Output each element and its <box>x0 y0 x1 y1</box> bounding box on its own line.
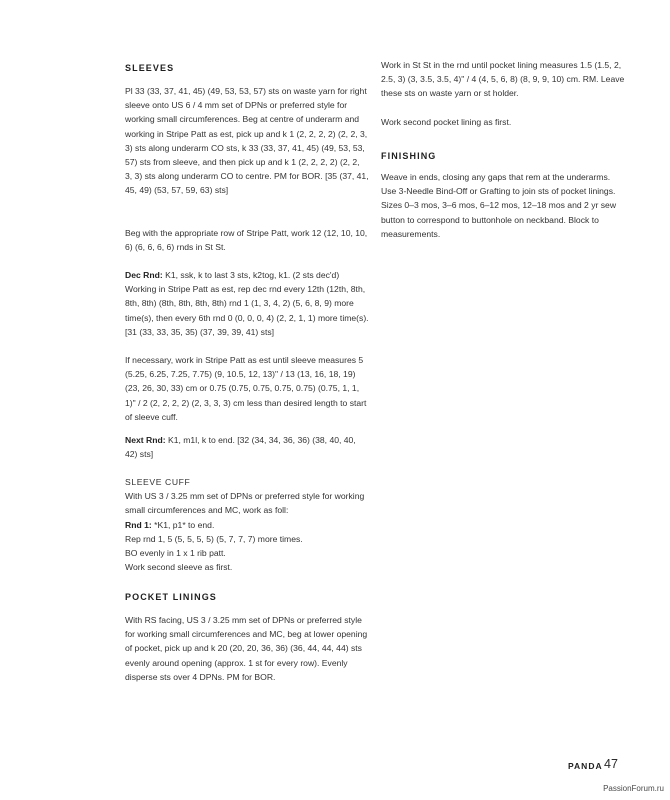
sleeve-cuff-line-4: BO evenly in 1 x 1 rib patt. <box>125 548 226 559</box>
next-round-label: Next Rnd: <box>125 435 166 445</box>
sleeves-paragraph-2: Beg with the appropriate row of Stripe Patt, work 12 (12, 10, 10, 6) (6, 6, 6, 6) rnds in St St. <box>125 228 368 253</box>
sleeve-cuff-line-5: Work second sleeve as first. <box>125 562 233 573</box>
pocket-linings-heading: POCKET LININGS <box>125 592 217 602</box>
sleeves-paragraph-4: If necessary, work in Stripe Patt as est until sleeve measures 5 (5.25, 6.25, 7.25, 7.75) (9, 10.5, 12, 13)" / 13 (13, 16, 18, 19) (23, 26, 30, 33) cm or 0.75 (0.75, 0.75, 0.75, 0.75) (0.75, 1, 1, 1)" / 2 (2, 2, 2, 2) (2, 3, 3, 3) cm less than desired length to start of sleeve cuff. <box>125 355 367 422</box>
pocket-lining-continued-paragraph: Work in St St in the rnd until pocket lining measures 1.5 (1.5, 2, 2.5, 3) (3, 3.5, 3.5, 4)" / 4 (4, 5, 6, 8) (8, 9, 9, 10) cm. RM. Leave these sts on waste yarn or st holder. <box>381 60 625 99</box>
next-round-paragraph <box>125 433 369 461</box>
rnd1-label: Rnd 1: <box>125 519 152 530</box>
next-round-text: K1, m1l, k to end. [32 (34, 34, 36, 36) (38, 40, 40, 42) sts] <box>125 435 356 460</box>
dec-round-label: Dec Rnd: <box>125 270 163 280</box>
dec-round-text: K1, ssk, k to last 3 sts, k2tog, k1. (2 sts dec'd) Working in Stripe Patt as est, rep dec rnd every 12th (12th, 8th, 8th, 8th) (8th, 8th, 8th, 8th) rnd 1 (1, 3, 4, 2) (5, 6, 8, 9) more time(s), then every 6th rnd 0 (0, 0, 0, 4) (2, 2, 1, 1) more time(s). [31 (33, 33, 35, 35) (37, 39, 39, 41) sts] <box>125 270 369 337</box>
finishing-paragraph: Weave in ends, closing any gaps that rem at the underarms. Use 3-Needle Bind-Off or Grafting to join sts of pocket linings. Sizes 0–3 mos, 3–6 mos, 6–12 mos, 12–18 mos and 2 yr sew button to correspond to buttonhole on neckband. Block to measurements. <box>381 172 617 239</box>
finishing-heading: FINISHING <box>381 151 437 161</box>
rnd1-text: *K1, p1* to end. <box>154 519 215 530</box>
footer-brand: PANDA <box>568 761 603 771</box>
watermark: PassionForum.ru <box>603 784 664 793</box>
pocket-linings-paragraph: With RS facing, US 3 / 3.25 mm set of DPNs or preferred style for working small circumferences and MC, beg at lower opening of pocket, pick up and k 20 (20, 20, 36, 36) (36, 44, 44, 44) sts evenly around opening (approx. 1 st for every row). Evenly disperse sts over 4 DPNs. PM for BOR. <box>125 615 368 682</box>
sleeve-cuff-line-3: Rep rnd 1, 5 (5, 5, 5, 5) (5, 7, 7, 7) more times. <box>125 533 303 544</box>
pocket-lining-second-paragraph: Work second pocket lining as first. <box>381 117 512 127</box>
sleeves-heading: SLEEVES <box>125 63 175 73</box>
sleeve-cuff-section <box>125 475 369 574</box>
dec-round-paragraph <box>125 268 369 339</box>
sleeve-cuff-line-1: With US 3 / 3.25 mm set of DPNs or preferred style for working small circumferences and MC, work as foll: <box>125 491 365 516</box>
sleeve-cuff-rnd1 <box>125 518 369 532</box>
sleeves-paragraph-1: Pl 33 (33, 37, 41, 45) (49, 53, 53, 57) sts on waste yarn for right sleeve onto US 6 / 4 mm set of DPNs or preferred style for working small circumferences. Beg at centre of underarm and working in Stripe Patt as est, pick up and k 1 (2, 2, 2, 2) (2, 2, 3, 3) sts along underarm CO sts, k 33 (33, 37, 41, 45) (49, 53, 53, 57) sts from sleeve, and then pick up and k 1 (2, 2, 2, 2) (2, 2, 3, 3) sts along underarm CO to centre. PM for BOR. [35 (37, 41, 45, 49) (53, 57, 59, 63) sts] <box>125 86 369 196</box>
page-number: 47 <box>604 757 618 771</box>
sleeve-cuff-subheading: SLEEVE CUFF <box>125 477 191 487</box>
